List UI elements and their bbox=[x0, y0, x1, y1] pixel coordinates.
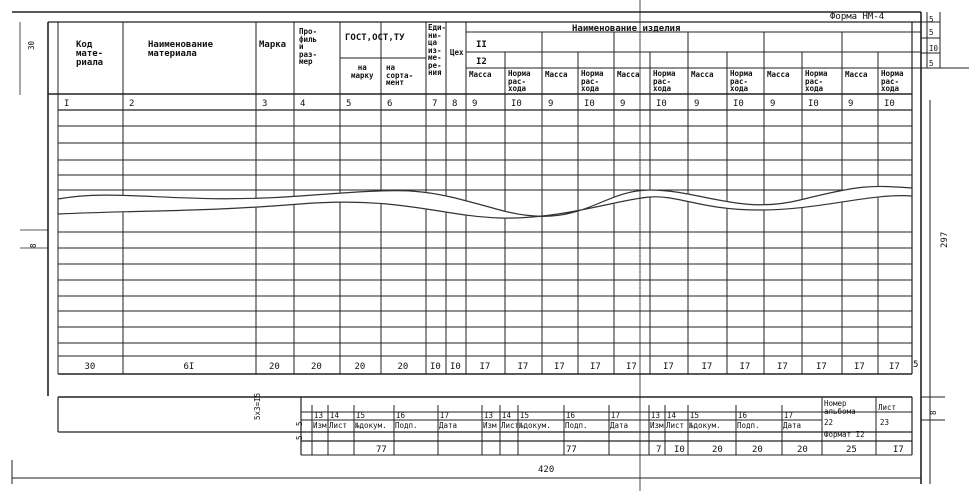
mass-header: Масса bbox=[845, 70, 868, 79]
stamp-label: Изм bbox=[650, 421, 664, 430]
stamp-number: I5 bbox=[690, 411, 700, 420]
stamp-number: I3 bbox=[314, 411, 324, 420]
column-number: 9 bbox=[848, 99, 854, 109]
stamp-left-dim-a: 5х3=I5 bbox=[253, 392, 262, 420]
header-gost-assortment: на сорта- мент bbox=[386, 63, 414, 87]
stamp-label: Дата bbox=[439, 421, 458, 430]
stamp-label: Лист bbox=[666, 421, 685, 430]
dim-right-top-4: 5 bbox=[929, 59, 934, 68]
format-label: Формат I2 bbox=[824, 430, 865, 439]
header-gost-brand: на марку bbox=[351, 63, 374, 80]
column-width: I7 bbox=[479, 362, 491, 372]
column-width: I7 bbox=[626, 362, 637, 372]
mass-header: Масса bbox=[469, 70, 492, 79]
column-number: 9 bbox=[694, 99, 700, 109]
column-width: I7 bbox=[590, 362, 601, 372]
stamp-number: I6 bbox=[566, 411, 576, 420]
album-number: 22 bbox=[824, 418, 834, 427]
mass-header: Масса bbox=[617, 70, 640, 79]
column-number: 9 bbox=[548, 99, 554, 109]
stamp-number: I3 bbox=[651, 411, 661, 420]
header-row-12: I2 bbox=[476, 57, 487, 67]
header-code: Код мате- риала bbox=[76, 40, 104, 68]
norm-header: Норма рас- хода bbox=[508, 69, 531, 93]
column-width: I0 bbox=[450, 362, 461, 372]
stamp-label: Дата bbox=[783, 421, 802, 430]
dim-row-height: 8 bbox=[29, 243, 38, 248]
header-shop: Цех bbox=[450, 48, 464, 57]
dim-right-five: 5 bbox=[913, 360, 919, 370]
column-number: 9 bbox=[472, 99, 478, 109]
header-gost: ГОСТ,ОСТ,ТУ bbox=[345, 33, 405, 43]
header-row-11: II bbox=[476, 40, 487, 50]
column-number: 6 bbox=[387, 99, 393, 109]
stamp-label: Изм bbox=[483, 421, 497, 430]
norm-header: Норма рас- хода bbox=[881, 69, 904, 93]
stamp-label: №докум. bbox=[519, 421, 551, 430]
header-name: Наименование материала bbox=[148, 40, 214, 59]
tear-break bbox=[58, 186, 912, 218]
mass-header: Масса bbox=[545, 70, 568, 79]
dim-right-top-3: I0 bbox=[929, 44, 939, 53]
mass-header: Масса bbox=[767, 70, 790, 79]
stamp-number: I4 bbox=[667, 411, 677, 420]
stamp-number: I4 bbox=[330, 411, 340, 420]
norm-header: Норма рас- хода bbox=[653, 69, 676, 93]
dim-right-top-2: 5 bbox=[929, 28, 934, 37]
stamp-dimension: 77 bbox=[376, 445, 387, 455]
mass-header: Масса bbox=[691, 70, 714, 79]
column-number: 7 bbox=[432, 99, 438, 109]
stamp-dimension: 7 bbox=[656, 445, 662, 455]
column-width: I7 bbox=[554, 362, 565, 372]
norm-header: Норма рас- хода bbox=[581, 69, 604, 93]
form-label: Форма НМ-4 bbox=[830, 12, 885, 22]
column-width: I0 bbox=[430, 362, 441, 372]
dim-header-height: 30 bbox=[27, 40, 36, 50]
sheet-label: Лист bbox=[878, 403, 897, 412]
norm-header: Норма рас- хода bbox=[805, 69, 828, 93]
stamp-number: I7 bbox=[440, 411, 450, 420]
column-number: I0 bbox=[656, 99, 667, 109]
column-number: 4 bbox=[300, 99, 306, 109]
column-number: 3 bbox=[262, 99, 268, 109]
column-number: 5 bbox=[346, 99, 352, 109]
stamp-number: I3 bbox=[484, 411, 494, 420]
header-brand: Марка bbox=[259, 40, 287, 50]
column-width: I7 bbox=[701, 362, 713, 372]
column-width: I7 bbox=[777, 362, 788, 372]
stamp-label: Подп. bbox=[565, 421, 588, 430]
column-width: 20 bbox=[397, 362, 409, 372]
stamp-left-dim-c: 5 bbox=[295, 421, 304, 426]
column-width: 20 bbox=[269, 362, 280, 372]
stamp-number: I7 bbox=[611, 411, 621, 420]
column-number: 2 bbox=[129, 99, 135, 109]
stamp-number: I4 bbox=[502, 411, 512, 420]
column-number: I0 bbox=[584, 99, 595, 109]
column-number: 9 bbox=[770, 99, 776, 109]
album-label: Номер альбома bbox=[824, 399, 856, 416]
column-number: 8 bbox=[452, 99, 458, 109]
stamp-left-dim-b: 5 bbox=[295, 435, 304, 440]
stamp-label: Подп. bbox=[395, 421, 418, 430]
stamp-number: I6 bbox=[738, 411, 748, 420]
column-width: I7 bbox=[517, 362, 529, 372]
stamp-dimension: I0 bbox=[674, 445, 685, 455]
stamp-label: №докум. bbox=[355, 421, 387, 430]
stamp-dimension: 20 bbox=[712, 445, 723, 455]
stamp-dimension: 77 bbox=[566, 445, 577, 455]
column-width: I7 bbox=[739, 362, 751, 372]
stamp-label: Подп. bbox=[737, 421, 760, 430]
column-number: I0 bbox=[511, 99, 522, 109]
stamp-number: I6 bbox=[396, 411, 406, 420]
dim-stamp-side: 8 bbox=[929, 410, 938, 415]
stamp-number: I5 bbox=[356, 411, 366, 420]
column-number: I0 bbox=[884, 99, 895, 109]
dim-total-width: 420 bbox=[538, 465, 555, 475]
stamp-label: Дата bbox=[610, 421, 629, 430]
sheet-number: 23 bbox=[880, 418, 890, 427]
column-width: I7 bbox=[854, 362, 865, 372]
column-number: I0 bbox=[808, 99, 819, 109]
column-width: 20 bbox=[311, 362, 322, 372]
column-number: 9 bbox=[620, 99, 626, 109]
column-width: 30 bbox=[84, 362, 96, 372]
stamp-number: I5 bbox=[520, 411, 530, 420]
column-number: I bbox=[64, 99, 70, 109]
stamp-label: №докум. bbox=[689, 421, 721, 430]
header-profile: Про- филь и раз- мер bbox=[299, 27, 318, 66]
column-width: 20 bbox=[354, 362, 366, 372]
stamp-dimension: 25 bbox=[846, 445, 857, 455]
stamp-dimension: 20 bbox=[752, 445, 763, 455]
column-width: 6I bbox=[183, 362, 195, 372]
norm-header: Норма рас- хода bbox=[730, 69, 753, 93]
dim-right-top-1: 5 bbox=[929, 15, 934, 24]
stamp-label: Лист bbox=[329, 421, 348, 430]
stamp-label: Изм bbox=[313, 421, 327, 430]
header-unit: Еди- ни- ца из- ме- ре- ния bbox=[428, 23, 447, 77]
column-width: I7 bbox=[663, 362, 674, 372]
column-width: I7 bbox=[816, 362, 827, 372]
stamp-label: Лист bbox=[501, 421, 520, 430]
stamp-dimension: 20 bbox=[797, 445, 808, 455]
stamp-number: I7 bbox=[784, 411, 794, 420]
column-width: I7 bbox=[889, 362, 900, 372]
column-number: I0 bbox=[733, 99, 744, 109]
dim-total-height: 297 bbox=[940, 231, 950, 248]
stamp-dimension: I7 bbox=[893, 445, 904, 455]
header-product-name: Наименование изделия bbox=[572, 24, 681, 34]
